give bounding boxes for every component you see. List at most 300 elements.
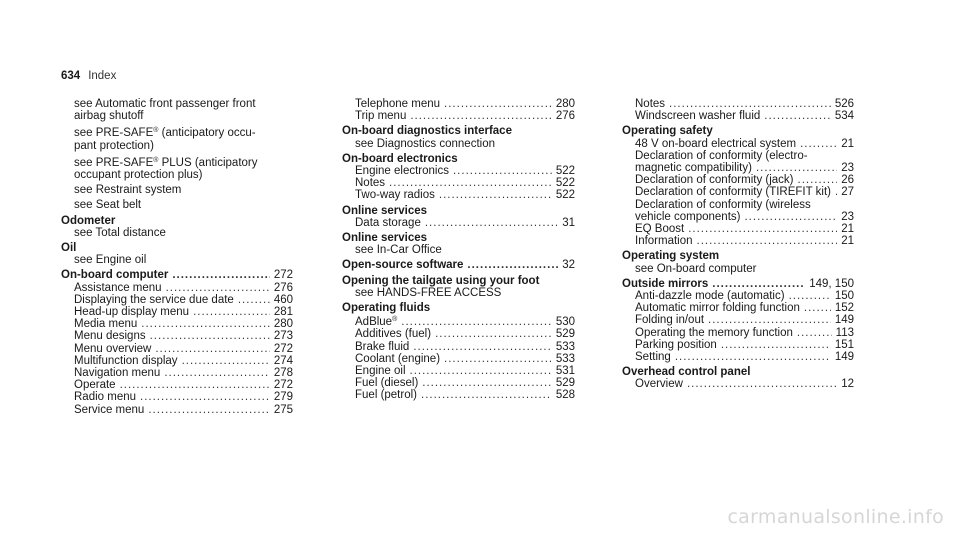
dot-leader <box>193 306 270 318</box>
index-subentry <box>61 367 293 379</box>
entry-label <box>355 328 431 340</box>
entry-text: Brake fluid <box>355 340 410 353</box>
page-reference[interactable]: 276 <box>555 110 575 123</box>
page-reference[interactable]: 276 <box>273 281 293 294</box>
watermark: carmanualsonline.info <box>727 506 944 528</box>
entry-label <box>74 140 154 152</box>
entry-text: EQ Boost <box>635 223 685 236</box>
page-reference[interactable]: 21 <box>841 223 854 236</box>
entry-text: Fuel (diesel) <box>355 377 419 390</box>
page-reference[interactable]: 279 <box>273 391 293 404</box>
dot-leader <box>764 110 831 122</box>
index-subentry <box>61 318 293 330</box>
dot-leader <box>410 365 552 377</box>
dot-leader <box>425 217 558 229</box>
index-subentry <box>622 339 854 351</box>
entry-text: Navigation menu <box>74 367 161 380</box>
page-reference[interactable]: 272 <box>273 342 293 355</box>
entry-text: Information <box>635 235 693 248</box>
entry-text: see Automatic front passenger front <box>74 98 256 110</box>
registered-mark: ® <box>153 156 159 164</box>
index-entry <box>342 98 575 122</box>
index-entry <box>61 242 293 266</box>
index-entry <box>342 275 575 299</box>
entry-label <box>622 366 750 378</box>
entry-label <box>635 174 794 186</box>
entry-label <box>622 250 719 262</box>
entry-label <box>635 378 683 390</box>
entry-label <box>342 232 427 244</box>
page-reference[interactable]: 150 <box>834 290 854 303</box>
entry-label <box>342 153 458 165</box>
entry-label <box>74 155 258 169</box>
index-subentry <box>61 254 293 266</box>
dot-leader <box>439 189 552 201</box>
dot-leader <box>413 341 551 353</box>
index-subentry <box>342 177 575 189</box>
entry-label <box>635 211 740 223</box>
entry-text: Setting <box>635 351 671 364</box>
entry-text: occupant protection plus) <box>74 169 203 182</box>
entry-label <box>74 98 256 110</box>
entry-text: Service menu <box>74 403 145 416</box>
index-column-1 <box>61 98 293 419</box>
page-reference[interactable]: 522 <box>555 165 575 178</box>
index-subentry <box>622 263 854 275</box>
entry-text: Opening the tailgate using your foot <box>342 274 540 287</box>
entry-text: On-board electronics <box>342 152 458 165</box>
entry-text: Menu designs <box>74 330 146 343</box>
dot-leader <box>669 98 831 110</box>
dot-leader <box>141 318 270 330</box>
dot-leader <box>410 110 551 122</box>
entry-text: Additives (fuel) <box>355 328 432 341</box>
entry-label <box>355 110 406 122</box>
entry-label <box>622 278 708 290</box>
entry-label <box>74 282 162 294</box>
entry-label <box>74 379 116 391</box>
page-reference[interactable]: 26 <box>841 174 854 187</box>
index-entry <box>342 125 575 149</box>
entry-label <box>635 302 800 314</box>
page-reference[interactable]: 272 <box>273 379 293 392</box>
entry-text-continued: (anticipatory occu- <box>158 127 256 140</box>
entry-label <box>355 138 495 150</box>
page-reference[interactable]: 280 <box>273 318 293 331</box>
entry-text: Declaration of conformity (wireless <box>635 198 811 211</box>
index-column-3 <box>622 98 854 394</box>
dot-leader <box>756 162 837 174</box>
index-subentry <box>61 98 293 110</box>
entry-text: Overhead control panel <box>622 366 751 379</box>
page-reference[interactable]: 151 <box>834 338 854 351</box>
index-subentry <box>342 138 575 150</box>
page-reference[interactable]: 12 <box>841 378 854 391</box>
index-subentry <box>622 199 854 211</box>
index-entry <box>342 259 575 271</box>
index-heading <box>342 153 575 165</box>
index-heading <box>342 125 575 137</box>
index-subentry <box>61 306 293 318</box>
index-heading <box>622 250 854 262</box>
index-subentry <box>61 155 293 169</box>
dot-leader <box>389 177 552 189</box>
index-entry <box>622 278 854 363</box>
registered-mark: ® <box>153 127 159 135</box>
entry-label <box>74 367 160 379</box>
entry-text: Engine oil <box>355 365 406 378</box>
entry-text: see Diagnostics connection <box>355 137 495 150</box>
entry-text: Automatic mirror folding function <box>635 302 800 315</box>
entry-text: Operating system <box>622 250 720 263</box>
entry-text: see Seat belt <box>74 199 142 212</box>
entry-text: Folding in/out <box>635 314 705 327</box>
index-subentry <box>61 379 293 391</box>
entry-label <box>61 242 76 254</box>
index-heading <box>342 259 575 271</box>
index-subentry <box>61 330 293 342</box>
entry-label <box>74 294 234 306</box>
dot-leader <box>744 211 837 223</box>
entry-text: Oil <box>61 242 77 255</box>
page-reference[interactable]: 23 <box>841 162 854 175</box>
entry-text: pant protection) <box>74 139 154 152</box>
entry-label <box>622 125 713 137</box>
entry-label <box>74 318 137 330</box>
entry-text: On-board computer <box>61 269 169 282</box>
entry-label <box>355 314 397 328</box>
entry-label <box>635 290 785 302</box>
registered-mark: ® <box>392 316 398 324</box>
index-subentry <box>622 98 854 110</box>
entry-label <box>355 287 501 299</box>
dot-leader <box>120 379 270 391</box>
page-reference[interactable]: 278 <box>273 367 293 380</box>
page-reference[interactable]: 27 <box>841 186 854 199</box>
page-reference[interactable]: 529 <box>555 377 575 390</box>
page-reference[interactable]: 281 <box>273 306 293 319</box>
entry-label <box>355 244 442 256</box>
entry-label <box>355 341 409 353</box>
page-reference[interactable]: 113 <box>835 326 854 339</box>
index-heading <box>342 205 575 217</box>
page-reference[interactable]: 23 <box>841 210 854 223</box>
entry-label <box>74 169 203 181</box>
index-subentry <box>342 165 575 177</box>
entry-text: Parking position <box>635 338 717 351</box>
dot-leader <box>155 343 269 355</box>
page-reference[interactable]: 32 <box>562 259 575 272</box>
entry-text: Declaration of conformity (jack) <box>635 174 794 187</box>
index-heading <box>342 232 575 244</box>
entry-text: see PRE-SAFE <box>74 127 154 140</box>
page-reference[interactable]: 533 <box>555 352 575 365</box>
entry-label <box>635 339 717 351</box>
entry-label <box>74 199 141 211</box>
index-subentry <box>622 290 854 302</box>
index-entry <box>61 125 293 151</box>
index-heading <box>342 275 575 287</box>
entry-label <box>355 389 417 401</box>
entry-label <box>355 365 406 377</box>
index-subentry <box>342 217 575 229</box>
index-subentry <box>622 378 854 390</box>
page-reference[interactable]: 31 <box>562 216 575 229</box>
dot-leader <box>789 290 831 302</box>
entry-label <box>635 138 796 150</box>
entry-label <box>74 355 178 367</box>
entry-text: Operating the memory function <box>635 326 793 339</box>
index-subentry <box>342 244 575 256</box>
entry-label <box>635 351 671 363</box>
index-entry <box>342 232 575 256</box>
entry-text: Telephone menu <box>355 98 441 110</box>
index-subentry <box>342 377 575 389</box>
index-subentry <box>622 211 854 223</box>
page-reference[interactable]: 21 <box>841 235 854 248</box>
dot-leader <box>238 294 270 306</box>
dot-leader <box>798 174 838 186</box>
index-subentry <box>61 391 293 403</box>
dot-leader <box>444 98 552 110</box>
entry-label <box>74 404 144 416</box>
index-subentry <box>622 223 854 235</box>
entry-text: Radio menu <box>74 391 137 404</box>
index-entry <box>61 184 293 196</box>
dot-leader <box>797 327 832 339</box>
entry-text: see Total distance <box>74 226 166 239</box>
entry-label <box>342 259 463 271</box>
entry-label <box>635 186 831 198</box>
entry-text: vehicle components) <box>635 210 741 223</box>
index-entry <box>61 215 293 239</box>
entry-label <box>74 184 181 196</box>
entry-text: Fuel (petrol) <box>355 389 417 402</box>
entry-text: see HANDS-FREE ACCESS <box>355 286 502 299</box>
entry-text: Declaration of conformity (TIREFIT kit) <box>635 186 831 199</box>
index-entry <box>622 125 854 247</box>
entry-label <box>74 227 166 239</box>
entry-label <box>342 302 430 314</box>
page-reference[interactable]: 522 <box>555 177 575 190</box>
dot-leader <box>697 235 838 247</box>
index-entry <box>61 98 293 122</box>
entry-label <box>355 377 418 389</box>
section-title: Index <box>88 70 117 82</box>
page-reference[interactable]: 522 <box>555 189 575 202</box>
index-subentry <box>622 235 854 247</box>
entry-label <box>355 189 435 201</box>
dot-leader <box>712 278 805 290</box>
index-subentry <box>61 125 293 139</box>
index-entry <box>622 98 854 122</box>
index-subentry <box>622 138 854 150</box>
dot-leader <box>708 314 831 326</box>
dot-leader <box>150 330 270 342</box>
entry-text: Engine electronics <box>355 165 449 178</box>
page-reference[interactable]: 529 <box>555 328 575 341</box>
entry-text: Online services <box>342 232 428 245</box>
index-subentry <box>622 162 854 174</box>
entry-text: Multifunction display <box>74 354 178 367</box>
index-heading <box>61 215 293 227</box>
entry-text: Notes <box>355 177 386 190</box>
dot-leader <box>467 259 558 271</box>
entry-text: Odometer <box>61 214 116 227</box>
dot-leader <box>182 355 270 367</box>
entry-text: Anti-dazzle mode (automatic) <box>635 290 785 303</box>
dot-leader <box>721 339 831 351</box>
entry-text: Outside mirrors <box>622 277 709 290</box>
index-subentry <box>622 314 854 326</box>
page-reference[interactable]: 460 <box>273 293 293 306</box>
entry-label <box>635 235 693 247</box>
entry-label <box>635 150 808 162</box>
entry-text: Trip menu <box>355 110 407 123</box>
entry-label <box>74 125 256 139</box>
dot-leader <box>675 351 831 363</box>
entry-text: Head-up display menu <box>74 306 190 319</box>
entry-label <box>355 353 440 365</box>
index-subentry <box>622 351 854 363</box>
page-reference[interactable]: 152 <box>834 302 854 315</box>
entry-text: Media menu <box>74 318 138 331</box>
entry-label <box>74 330 146 342</box>
entry-label <box>635 327 793 339</box>
index-heading <box>622 278 854 290</box>
dot-leader <box>164 367 270 379</box>
dot-leader <box>401 316 552 328</box>
index-subentry <box>622 327 854 339</box>
dot-leader <box>453 165 552 177</box>
page-reference[interactable]: 149, 150 <box>809 277 854 290</box>
entry-text: On-board diagnostics interface <box>342 125 512 138</box>
entry-text: see In-Car Office <box>355 244 442 257</box>
entry-text: Declaration of conformity (electro- <box>635 149 808 162</box>
index-subentry <box>342 110 575 122</box>
index-heading <box>622 125 854 137</box>
index-subentry <box>622 186 854 198</box>
index-subentry <box>61 294 293 306</box>
entry-text: Online services <box>342 204 428 217</box>
index-subentry <box>622 110 854 122</box>
page-reference[interactable]: 149 <box>834 351 854 364</box>
dot-leader <box>444 353 552 365</box>
index-subentry <box>61 343 293 355</box>
page-reference[interactable]: 531 <box>555 365 575 378</box>
index-subentry <box>342 365 575 377</box>
entry-text: Assistance menu <box>74 281 162 294</box>
page-reference[interactable]: 274 <box>273 354 293 367</box>
dot-leader <box>687 378 837 390</box>
entry-text: 48 V on-board electrical system <box>635 137 797 150</box>
page-reference[interactable]: 21 <box>841 137 854 150</box>
entry-text: Operate <box>74 379 116 392</box>
page-reference[interactable]: 275 <box>273 403 293 416</box>
entry-label <box>635 98 665 110</box>
entry-label <box>342 125 512 137</box>
entry-label <box>74 306 189 318</box>
page-reference[interactable]: 526 <box>834 98 854 110</box>
index-subentry <box>61 227 293 239</box>
index-subentry <box>622 150 854 162</box>
index-subentry <box>61 199 293 211</box>
page-reference[interactable]: 149 <box>834 314 854 327</box>
index-heading <box>342 302 575 314</box>
index-subentry <box>342 189 575 201</box>
entry-text: see On-board computer <box>635 262 757 275</box>
dot-leader <box>688 223 837 235</box>
index-subentry <box>342 328 575 340</box>
entry-text: Data storage <box>355 216 421 229</box>
index-subentry <box>61 282 293 294</box>
entry-label <box>355 165 449 177</box>
index-subentry <box>61 355 293 367</box>
entry-text: Notes <box>635 98 666 110</box>
entry-label <box>635 110 760 122</box>
entry-text: Displaying the service due date <box>74 293 234 306</box>
entry-label <box>635 314 704 326</box>
entry-text: AdBlue <box>355 316 393 329</box>
entry-label <box>342 205 427 217</box>
dot-leader <box>166 282 270 294</box>
entry-label <box>355 98 440 110</box>
index-subentry <box>61 184 293 196</box>
page-reference[interactable]: 272 <box>273 269 293 282</box>
entry-label <box>635 223 684 235</box>
page-reference[interactable]: 533 <box>555 340 575 353</box>
index-entry <box>342 302 575 402</box>
dot-leader <box>172 269 269 281</box>
page-number: 634 <box>61 70 81 82</box>
entry-label <box>635 162 752 174</box>
page-reference[interactable]: 273 <box>273 330 293 343</box>
entry-label <box>74 391 136 403</box>
entry-text: see Engine oil <box>74 254 147 267</box>
index-subentry <box>622 302 854 314</box>
index-subentry <box>342 287 575 299</box>
dot-leader <box>800 138 837 150</box>
index-subentry <box>342 389 575 401</box>
index-heading <box>61 269 293 281</box>
entry-label <box>61 269 168 281</box>
index-subentry <box>342 98 575 110</box>
index-column-2 <box>342 98 575 405</box>
entry-label <box>635 199 811 211</box>
page-header <box>61 70 116 84</box>
page-reference[interactable]: 530 <box>555 316 575 329</box>
index-entry <box>61 155 293 181</box>
entry-text: Two-way radios <box>355 189 435 202</box>
dot-leader <box>148 404 270 416</box>
entry-text: Windscreen washer fluid <box>635 110 761 123</box>
dot-leader <box>422 377 552 389</box>
entry-text: see PRE-SAFE <box>74 156 154 169</box>
page-reference[interactable]: 534 <box>834 110 854 123</box>
entry-label <box>61 215 115 227</box>
index-heading <box>61 242 293 254</box>
index-subentry <box>342 314 575 328</box>
entry-text: Operating fluids <box>342 302 431 315</box>
entry-label <box>355 217 421 229</box>
entry-label <box>74 254 146 266</box>
index-subentry <box>342 341 575 353</box>
page-reference[interactable]: 280 <box>555 98 575 110</box>
index-entry <box>622 366 854 390</box>
entry-label <box>74 343 151 355</box>
index-subentry <box>61 404 293 416</box>
page-reference[interactable]: 528 <box>555 389 575 402</box>
